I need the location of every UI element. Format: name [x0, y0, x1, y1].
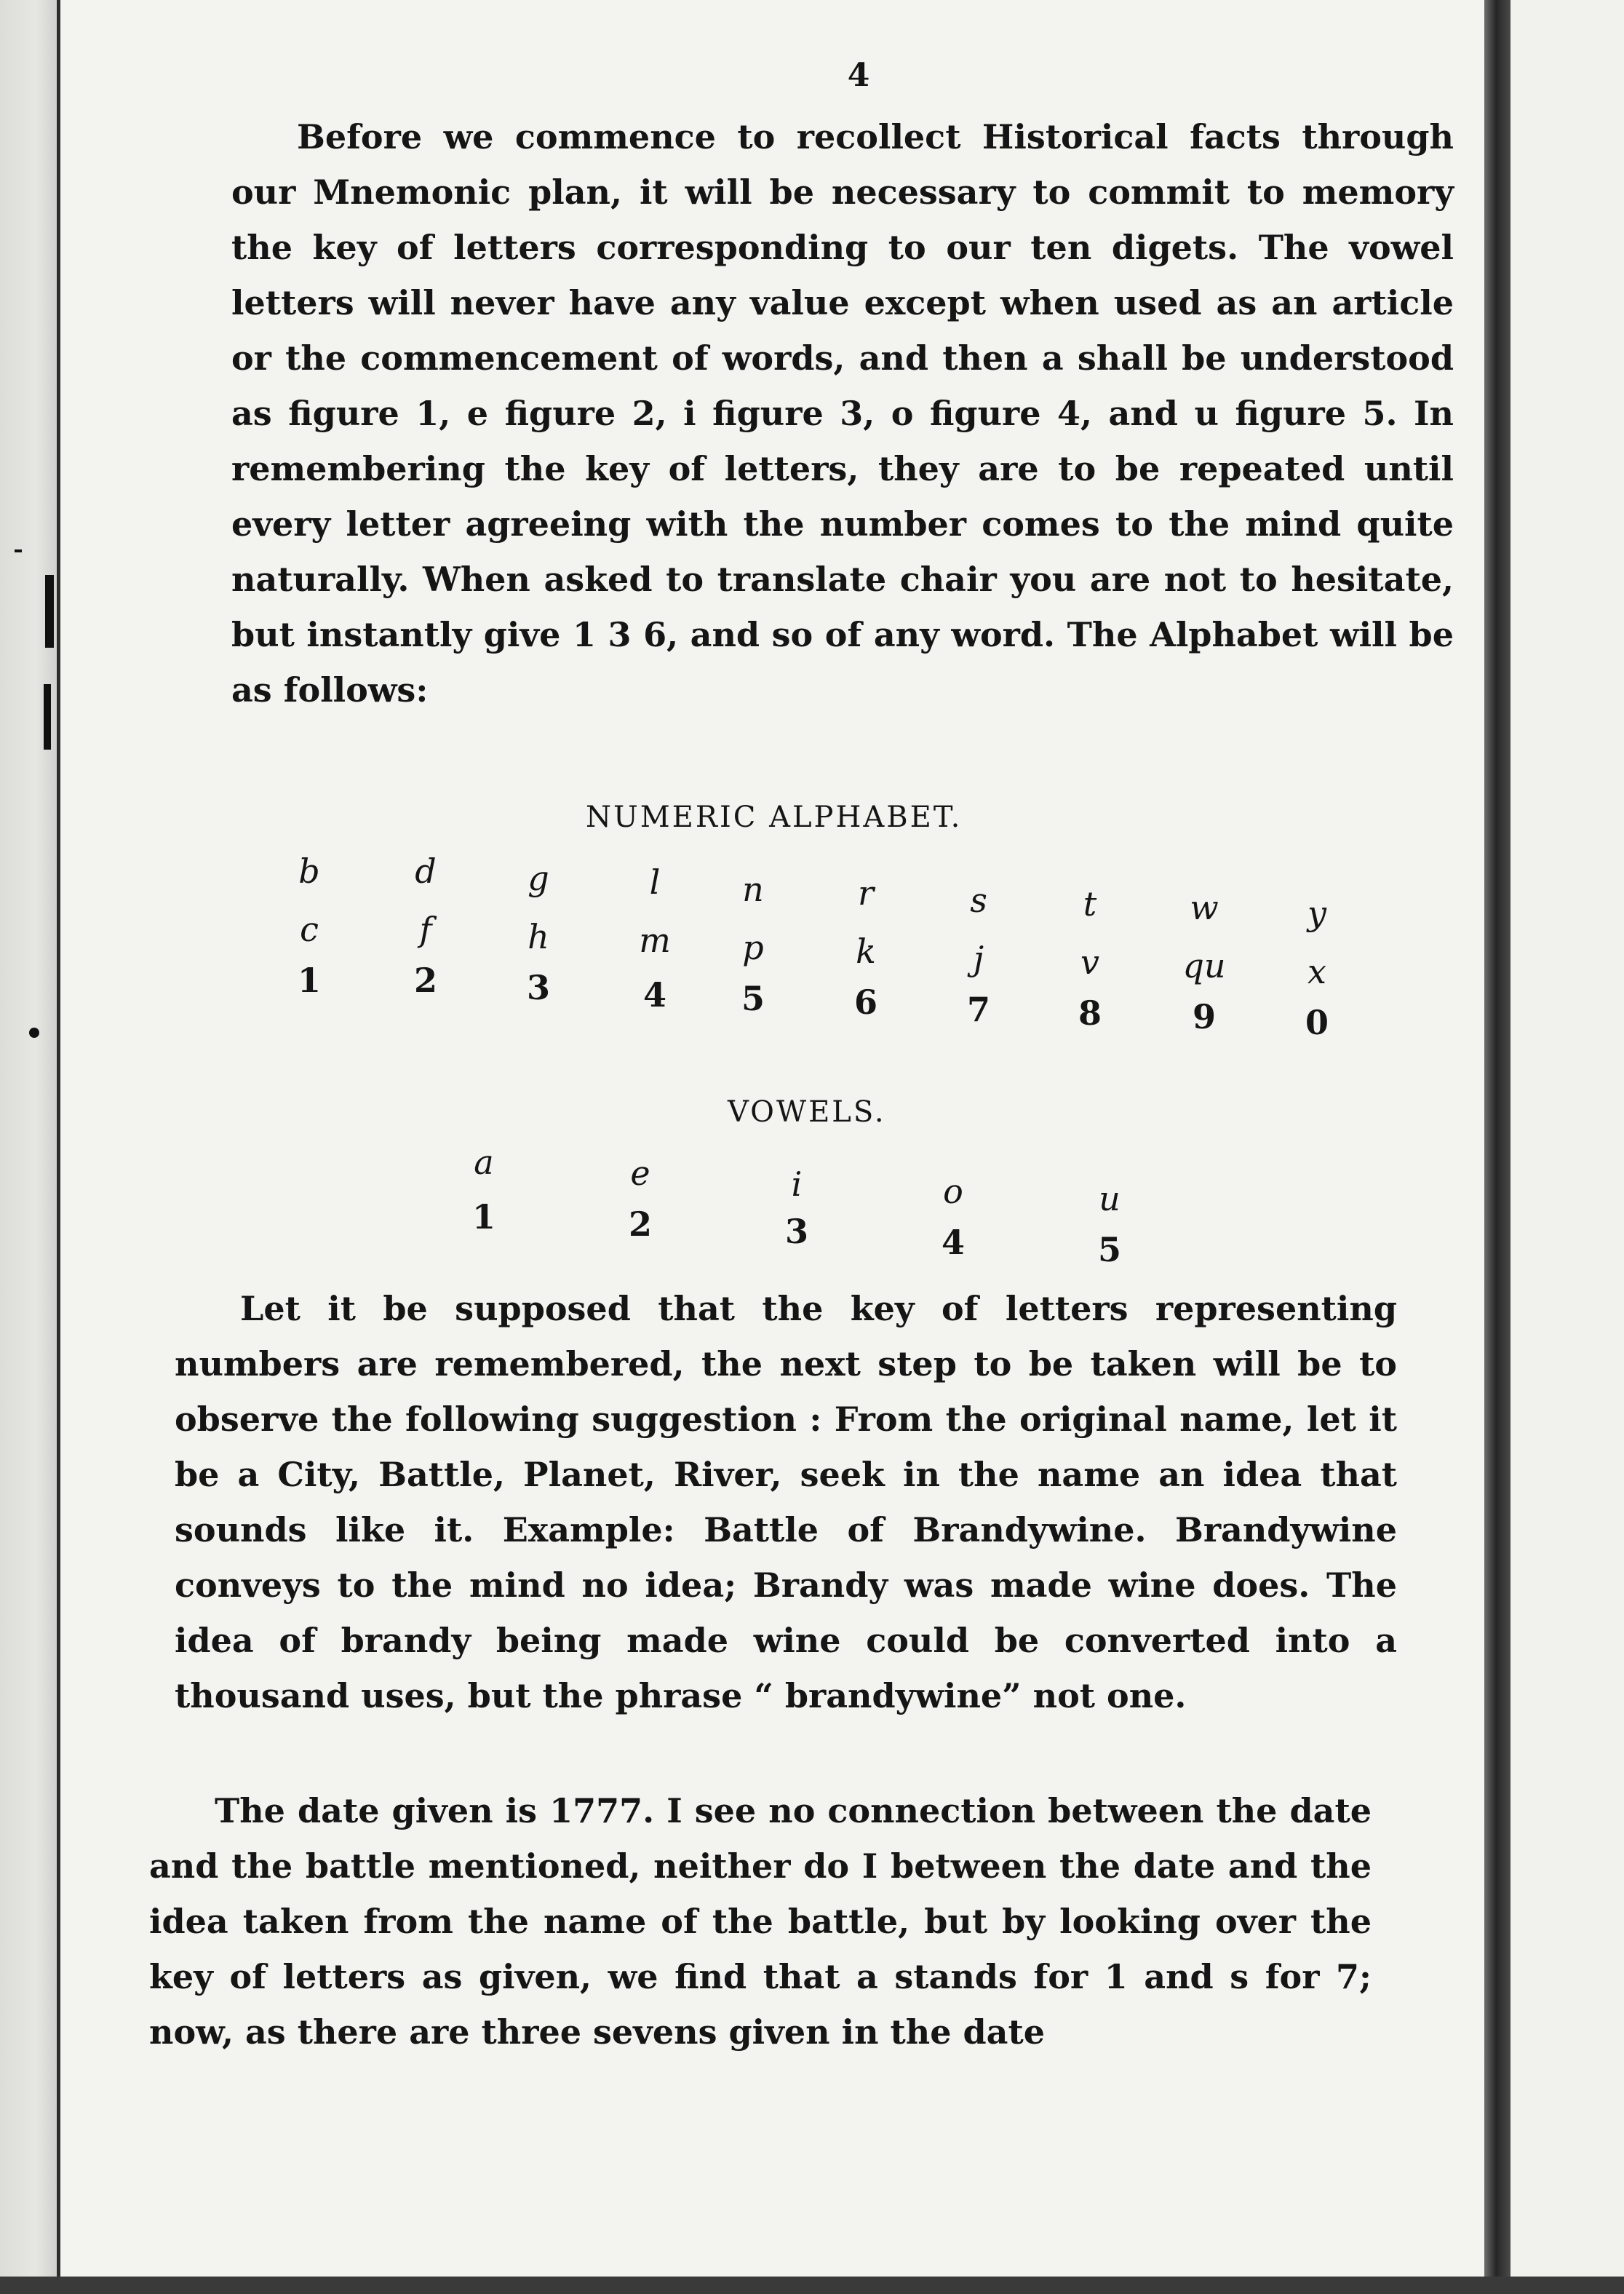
paragraph-date: The date given is 1777. I see no connection between the date and the battle mentioned, neither do I between the date and the idea taken from the name of the battle, but by looking over the key of letters as given, we find that a stands for 1 and s for 7; now, as there are three sevens given in the date — [149, 1791, 1372, 2052]
vowel-digit: 2 — [628, 1204, 652, 1244]
paragraph-suggestion: Let it be supposed that the key of letters representing numbers are remembered, the next step to be taken will be to observe the following suggestion : From the original name, let it be a City, Battle, Planet, River, seek in the name an idea that sounds like it. Example: Battle of Brandywine. Brandywine conveys to the mind no idea; Brandy was made wine does. The idea of brandy being made wine could be converted into a thousand uses, but the phrase “ brandywine” not one. — [175, 1289, 1397, 1715]
alphabet-digit: 1 — [297, 961, 321, 1000]
alphabet-digit: 7 — [966, 990, 990, 1029]
alphabet-letter: t — [1083, 884, 1097, 924]
alphabet-letter: l — [649, 862, 661, 902]
vowel-digit: 5 — [1097, 1230, 1121, 1269]
paragraph-intro: Before we commence to recollect Historical facts through our Mnemonic plan, it will be necessary to commit to memory the key of letters corresponding to our ten digets. The vowel letters will never have any value except when used as an article or the commencement of words, and then a shall be understood as figure 1, e figure 2, i figure 3, o figure 4, and u figure 5. In remembering the key of letters, they are to be repeated until every letter agreeing with the number comes to the mind quite naturally. When asked to translate chair you are not to hesitate, but instantly give 1 3 6, and so of any word. The Alphabet will be as follows: — [231, 117, 1454, 710]
alphabet-digit: 0 — [1305, 1003, 1329, 1042]
alphabet-letter: b — [298, 852, 320, 891]
alphabet-digit: 8 — [1078, 993, 1102, 1033]
previous-page-edge — [0, 0, 58, 2294]
alphabet-letter: m — [639, 921, 671, 960]
vowel-letter: i — [791, 1164, 803, 1204]
margin-mark — [45, 575, 54, 648]
alphabet-letter: j — [973, 939, 984, 978]
alphabet-digit: 9 — [1192, 997, 1216, 1036]
margin-mark — [44, 684, 51, 750]
facing-page — [1510, 0, 1624, 2294]
alphabet-letter: s — [970, 881, 987, 920]
alphabet-digit: 6 — [853, 983, 877, 1022]
alphabet-letter: x — [1307, 952, 1326, 991]
vowel-letter: o — [943, 1172, 963, 1211]
alphabet-letter: r — [858, 873, 874, 913]
alphabet-digit: 4 — [642, 975, 666, 1015]
vowel-letter: u — [1099, 1179, 1121, 1218]
vowel-digit: 4 — [941, 1223, 965, 1262]
alphabet-letter: g — [528, 859, 549, 898]
alphabet-digit: 3 — [526, 968, 550, 1007]
vowel-letter: e — [630, 1154, 650, 1193]
alphabet-letter: qu — [1182, 946, 1226, 985]
page-number: 4 — [847, 57, 870, 94]
alphabet-letter: h — [528, 917, 549, 956]
scan-bottom-edge — [0, 2277, 1624, 2294]
vowels-heading: VOWELS. — [728, 1095, 886, 1129]
vowel-letter: a — [474, 1143, 494, 1182]
alphabet-letter: p — [742, 928, 764, 967]
margin-mark — [29, 1028, 39, 1038]
alphabet-letter: n — [742, 870, 764, 909]
vowel-digit: 3 — [784, 1212, 808, 1251]
alphabet-letter: d — [415, 852, 437, 891]
numeric-alphabet-heading: NUMERIC ALPHABET. — [586, 801, 963, 834]
alphabet-digit: 5 — [741, 979, 765, 1018]
alphabet-letter: w — [1190, 888, 1219, 927]
book-spine — [1484, 0, 1510, 2294]
vowel-digit: 1 — [471, 1197, 495, 1237]
alphabet-letter: v — [1080, 942, 1099, 982]
alphabet-letter: y — [1307, 894, 1326, 933]
alphabet-digit: 2 — [413, 961, 437, 1000]
alphabet-letter: f — [419, 910, 432, 949]
alphabet-letter: k — [856, 932, 876, 971]
margin-mark — [15, 549, 22, 552]
alphabet-letter: c — [300, 910, 319, 949]
